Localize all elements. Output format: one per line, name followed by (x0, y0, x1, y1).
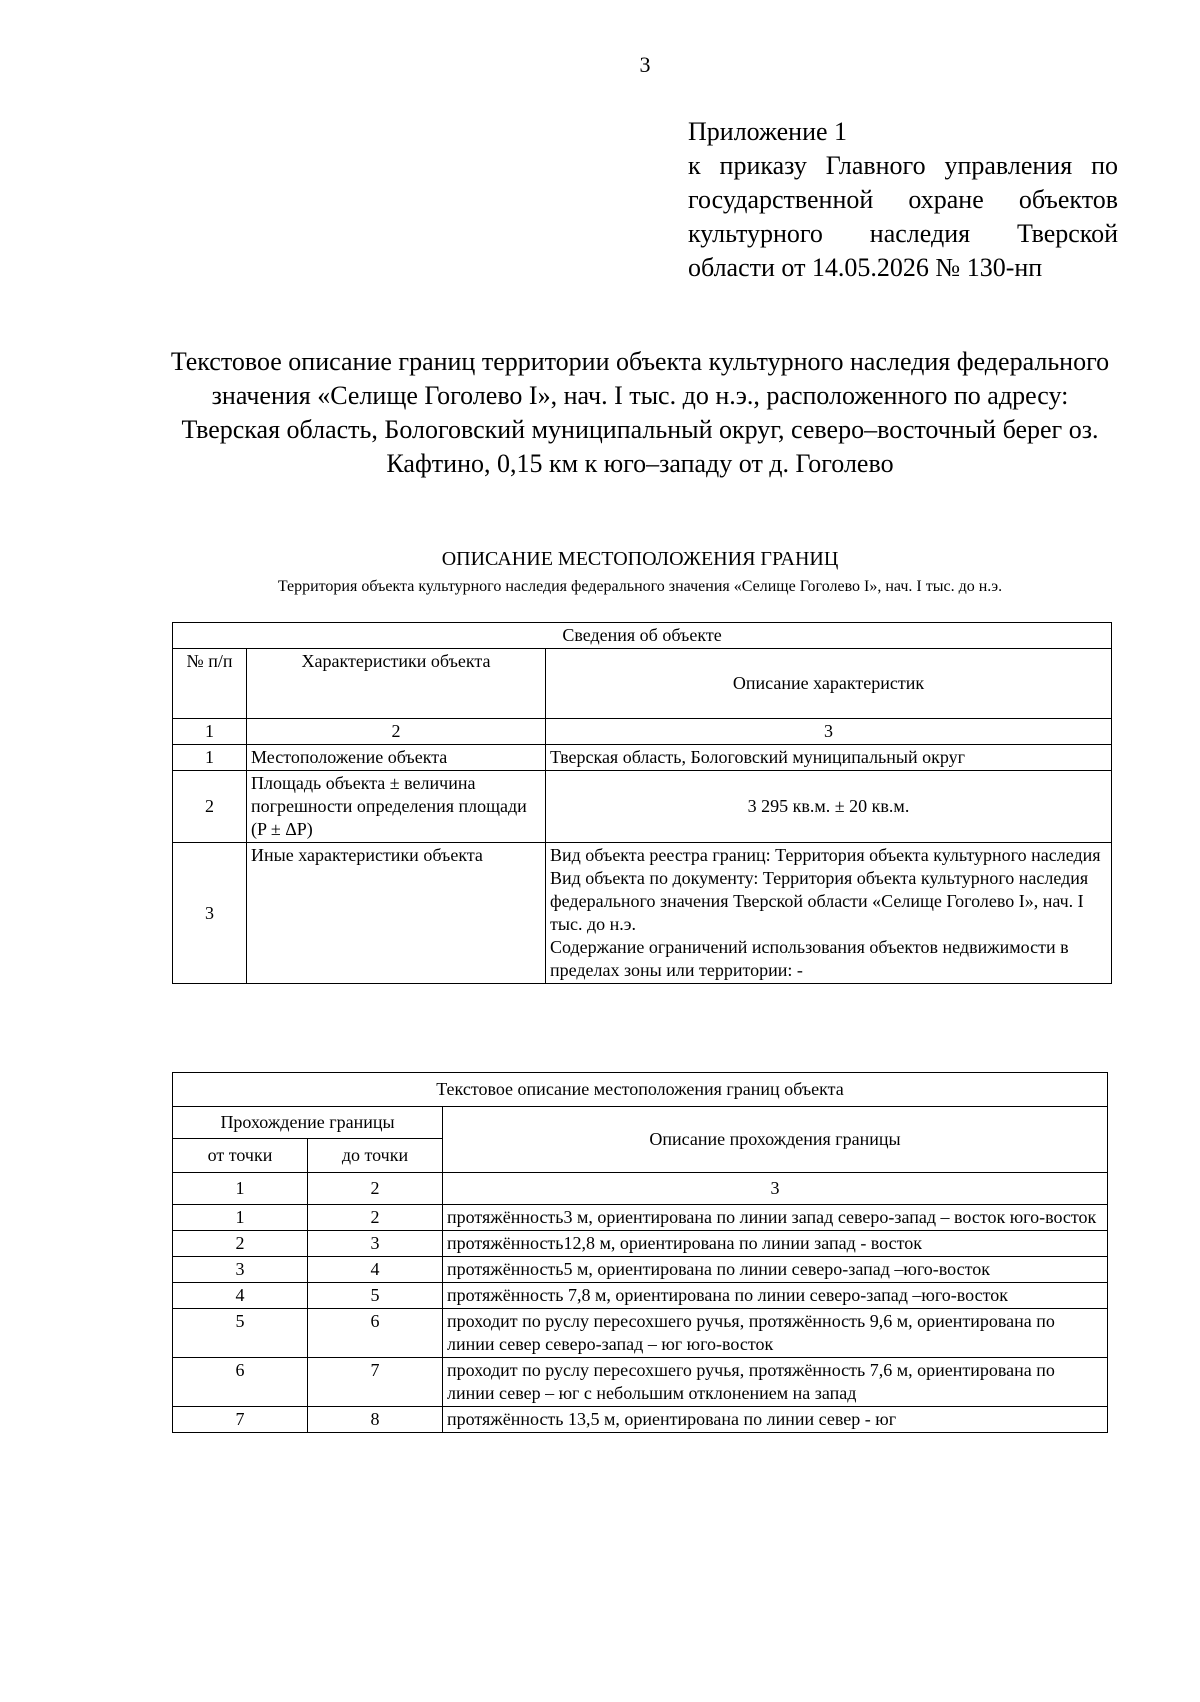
document-title: Текстовое описание границ территории объекта культурного наследия федерального значения «Селище Гоголево I», нач. I тыс. до н.э., расположенного по адресу: Тверская область, Бологовский муниципальный округ, северо–восточный берег оз. Кафтино, 0,15 км к юго–западу от д. Гоголево (170, 347, 1110, 478)
boundary-description-table (172, 1072, 1108, 1433)
description-cell (546, 771, 1112, 843)
from-point: 1 (173, 1205, 308, 1231)
table-row (173, 771, 1112, 843)
boundary-description: проходит по руслу пересохшего ручья, протяжённость 9,6 м, ориентирована по линии север северо-запад – юг юго-восток (443, 1309, 1108, 1358)
from-point: 3 (173, 1257, 308, 1283)
to-point: 8 (308, 1407, 443, 1433)
boundary-description: протяжённость 13,5 м, ориентирована по линии север - юг (443, 1407, 1108, 1433)
table-row (173, 745, 1112, 771)
appendix-order-reference: к приказу Главного управления по государственной охране объектов культурного наследия Тверской области от 14.05.2026 № 130-нп (688, 151, 1118, 282)
column-number: 3 (443, 1173, 1108, 1205)
row-number: 1 (173, 745, 247, 771)
column-header-characteristic: Характеристики объекта (247, 649, 546, 719)
from-point: 4 (173, 1283, 308, 1309)
from-point: 5 (173, 1309, 308, 1358)
table-caption-row (173, 623, 1112, 649)
boundary-description: проходит по руслу пересохшего ручья, протяжённость 7,6 м, ориентирована по линии север – юг с небольшим отклонением на запад (443, 1358, 1108, 1407)
table-row (173, 1407, 1108, 1433)
row-number: 2 (173, 771, 247, 843)
from-point: 6 (173, 1358, 308, 1407)
column-number-row (173, 1173, 1108, 1205)
table-row (173, 1231, 1108, 1257)
object-info-table (172, 622, 1112, 984)
to-point: 6 (308, 1309, 443, 1358)
section-heading: ОПИСАНИЕ МЕСТОПОЛОЖЕНИЯ ГРАНИЦ (441, 548, 839, 570)
column-number: 1 (173, 1173, 308, 1205)
column-header-number: № п/п (173, 649, 247, 719)
appendix-title: Приложение 1 (688, 117, 848, 146)
appendix-block (688, 115, 1118, 285)
boundary-description: протяжённость5 м, ориентирована по линии северо-запад –юго-восток (443, 1257, 1108, 1283)
boundary-description: протяжённость12,8 м, ориентирована по линии запад - восток (443, 1231, 1108, 1257)
table-caption: Сведения об объекте (173, 623, 1112, 649)
to-point: 2 (308, 1205, 443, 1231)
section-subheading: Территория объекта культурного наследия федерального значения «Селище Гоголево I», нач. I тыс. до н.э. (277, 578, 1003, 595)
to-point: 7 (308, 1358, 443, 1407)
description-text: 3 295 кв.м. ± 20 кв.м. (747, 796, 910, 816)
table-row (173, 1283, 1108, 1309)
table-row (173, 1358, 1108, 1407)
column-group-header: Прохождение границы (173, 1107, 443, 1139)
to-point: 5 (308, 1283, 443, 1309)
description-cell (546, 843, 1112, 984)
column-header-from: от точки (173, 1139, 308, 1173)
table-row (173, 1309, 1108, 1358)
from-point: 7 (173, 1407, 308, 1433)
to-point: 4 (308, 1257, 443, 1283)
column-header-to: до точки (308, 1139, 443, 1173)
description-text: Вид объекта по документу: Территория объекта культурного наследия федерального значения Тверской области «Селище Гоголево I», нач. I тыс. до н.э. (550, 868, 1089, 934)
column-number-row (173, 719, 1112, 745)
table-caption: Текстовое описание местоположения границ объекта (173, 1073, 1108, 1107)
table-row (173, 1205, 1108, 1231)
description-text: Содержание ограничений использования объектов недвижимости в пределах зоны или территории: - (550, 937, 1069, 980)
table-caption-row (173, 1073, 1108, 1107)
row-number: 3 (173, 843, 247, 984)
table-header-row (173, 649, 1112, 719)
table-row (173, 1257, 1108, 1283)
description-text: Тверская область, Бологовский муниципальный округ (550, 747, 966, 767)
column-header-description: Описание характеристик (546, 649, 1112, 719)
table-row (173, 843, 1112, 984)
column-number: 1 (173, 719, 247, 745)
characteristic-cell: Местоположение объекта (247, 745, 546, 771)
column-number: 2 (308, 1173, 443, 1205)
characteristic-cell: Площадь объекта ± величина погрешности определения площади (P ± ΔP) (247, 771, 546, 843)
column-number: 2 (247, 719, 546, 745)
description-text: Вид объекта реестра границ: Территория объекта культурного наследия (550, 845, 1101, 865)
page-number: 3 (639, 52, 651, 77)
to-point: 3 (308, 1231, 443, 1257)
column-number: 3 (546, 719, 1112, 745)
column-header-description: Описание прохождения границы (443, 1107, 1108, 1173)
description-cell (546, 745, 1112, 771)
boundary-description: протяжённость 7,8 м, ориентирована по линии северо-запад –юго-восток (443, 1283, 1108, 1309)
boundary-description: протяжённость3 м, ориентирована по линии запад северо-запад – восток юго-восток (443, 1205, 1108, 1231)
table-header-row (173, 1107, 1108, 1139)
characteristic-cell: Иные характеристики объекта (247, 843, 546, 984)
from-point: 2 (173, 1231, 308, 1257)
